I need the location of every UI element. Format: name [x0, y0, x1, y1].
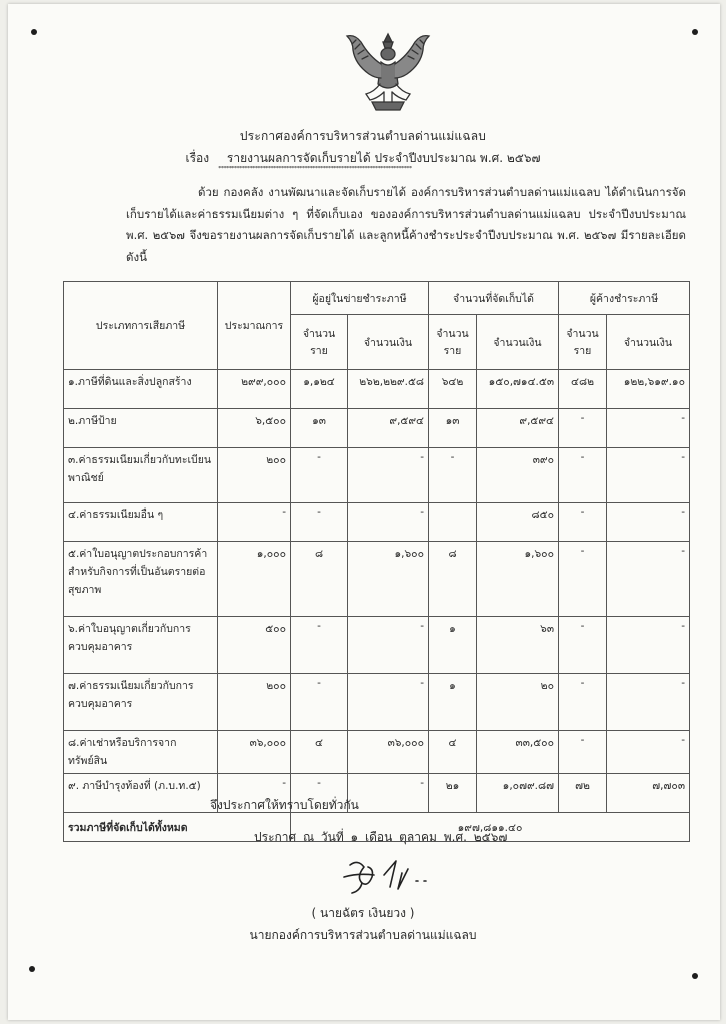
intro-text: ด้วย กองคลัง งานพัฒนาและจัดเก็บรายได้ องค์การบริหารส่วนตำบลด่านแม่แฉลบ ได้ดำเนินการจัดเก็บรายได้และค่าธรรมเนียมต่าง ๆ ที่จัดเก็บเอง ขององค์การบริหารส่วนตำบลด่านแม่แฉลบ ประจำปีงบประมาณ พ.ศ. ๒๕๖๗ จึงขอรายงานผลการจัดเก็บรายได้ และลูกหนี้ค้างชำระประจำปีงบประมาณ พ.ศ. ๒๕๖๗ มีรายละเอียดดังนี้	[126, 185, 686, 264]
taxpayer-count-cell: ๑,๑๒๔	[291, 370, 348, 409]
table-row	[64, 617, 690, 674]
punch-hole	[692, 973, 698, 979]
taxpayer-amount-cell: ๓๖,๐๐๐	[348, 731, 429, 774]
table-row	[64, 542, 690, 617]
estimate-cell: ๒๙๙,๐๐๐	[218, 370, 291, 409]
arrears-count-cell: -	[559, 409, 607, 448]
arrears-amount-cell: ๑๒๒,๖๑๙.๑๐	[607, 370, 690, 409]
estimate-cell: ๒๐๐	[218, 674, 291, 731]
revenue-type-cell: ๑.ภาษีที่ดินและสิ่งปลูกสร้าง	[64, 370, 218, 409]
taxpayer-count-cell: ๘	[291, 542, 348, 617]
subject-text: รายงานผลการจัดเก็บรายได้ ประจำปีงบประมาณ พ.ศ. ๒๕๖๗	[226, 151, 541, 165]
collected-count-cell: ๑	[429, 617, 477, 674]
taxpayer-amount-cell: -	[348, 503, 429, 542]
collected-count-cell	[429, 503, 477, 542]
arrears-amount-cell: -	[607, 503, 690, 542]
signer-name: ( นายฉัตร เงินยวง )	[311, 906, 415, 920]
taxpayer-amount-cell: -	[348, 774, 429, 813]
collected-amount-cell: ๓๙๐	[477, 448, 559, 503]
punch-hole	[692, 29, 698, 35]
revenue-type-cell: ๙. ภาษีบำรุงท้องที่ (ภ.บ.ท.๕)	[64, 774, 218, 813]
taxpayer-count-cell: -	[291, 674, 348, 731]
header-amount: จำนวนเงิน	[477, 315, 559, 370]
header-amount: จำนวนเงิน	[607, 315, 690, 370]
header-type: ประเภทการเสียภาษี	[64, 282, 218, 370]
collected-count-cell: ๑	[429, 674, 477, 731]
taxpayer-count-cell: -	[291, 503, 348, 542]
table-row	[64, 731, 690, 774]
collected-count-cell: ๒๑	[429, 774, 477, 813]
arrears-amount-cell: -	[607, 448, 690, 503]
arrears-count-cell: -	[559, 448, 607, 503]
taxpayer-amount-cell: -	[348, 617, 429, 674]
revenue-type-cell: ๓.ค่าธรรมเนียมเกี่ยวกับทะเบียนพาณิชย์	[64, 448, 218, 503]
collected-amount-cell: ๙,๕๙๔	[477, 409, 559, 448]
arrears-count-cell: -	[559, 731, 607, 774]
estimate-cell: -	[218, 774, 291, 813]
collected-amount-cell: ๑,๖๐๐	[477, 542, 559, 617]
header-taxpayers: ผู้อยู่ในข่ายชำระภาษี	[291, 282, 429, 315]
arrears-amount-cell: -	[607, 731, 690, 774]
handwritten-signature	[340, 855, 440, 897]
total-value: ๑๙๗,๘๑๑.๔๐	[291, 813, 690, 842]
closing-text: จึงประกาศให้ทราบโดยทั่วกัน	[210, 798, 359, 812]
collected-amount-cell: ๑๕๐,๗๑๔.๕๓	[477, 370, 559, 409]
table-row	[64, 503, 690, 542]
punch-hole	[29, 966, 35, 972]
table-row	[64, 674, 690, 731]
arrears-amount-cell: -	[607, 617, 690, 674]
collected-count-cell: -	[429, 448, 477, 503]
punch-hole	[31, 29, 37, 35]
revenue-type-cell: ๘.ค่าเช่าหรือบริการจากทรัพย์สิน	[64, 731, 218, 774]
arrears-amount-cell: ๗,๗๐๓	[607, 774, 690, 813]
taxpayer-count-cell: -	[291, 448, 348, 503]
revenue-type-cell: ๗.ค่าธรรมเนียมเกี่ยวกับการควบคุมอาคาร	[64, 674, 218, 731]
table-row	[64, 448, 690, 503]
subject-label: เรื่อง	[185, 151, 210, 165]
org-title: ประกาศองค์การบริหารส่วนตำบลด่านแม่แฉลบ	[239, 129, 487, 143]
collected-amount-cell: ๖๓	[477, 617, 559, 674]
taxpayer-amount-cell: ๑,๖๐๐	[348, 542, 429, 617]
taxpayer-amount-cell: -	[348, 448, 429, 503]
revenue-type-cell: ๕.ค่าใบอนุญาตประกอบการค้าสำหรับกิจการที่เป็นอันตรายต่อสุขภาพ	[64, 542, 218, 617]
separator-line: **************************************************************************	[218, 166, 412, 172]
header-arrears: ผู้ค้างชำระภาษี	[559, 282, 690, 315]
revenue-type-cell: ๔.ค่าธรรมเนียมอื่น ๆ	[64, 503, 218, 542]
table-row	[64, 409, 690, 448]
arrears-count-cell: ๔๘๒	[559, 370, 607, 409]
collected-amount-cell: ๒๐	[477, 674, 559, 731]
header-collected: จำนวนที่จัดเก็บได้	[429, 282, 559, 315]
estimate-cell: ๒๐๐	[218, 448, 291, 503]
estimate-cell: ๕๐๐	[218, 617, 291, 674]
revenue-type-cell: ๒.ภาษีป้าย	[64, 409, 218, 448]
header-count: จำนวนราย	[291, 315, 348, 370]
arrears-amount-cell: -	[607, 409, 690, 448]
signer-position: นายกองค์การบริหารส่วนตำบลด่านแม่แฉลบ	[249, 928, 477, 942]
header-count: จำนวนราย	[559, 315, 607, 370]
announcement-date: ประกาศ ณ วันที่ ๑ เดือน ตุลาคม พ.ศ. ๒๕๖๗	[254, 830, 508, 844]
arrears-amount-cell: -	[607, 542, 690, 617]
taxpayer-amount-cell: ๙,๕๙๔	[348, 409, 429, 448]
garuda-emblem-icon	[336, 28, 440, 114]
collected-count-cell: ๑๓	[429, 409, 477, 448]
intro-paragraph	[126, 182, 686, 268]
header-estimate: ประมาณการ	[218, 282, 291, 370]
taxpayer-amount-cell: ๒๖๒,๒๒๙.๕๘	[348, 370, 429, 409]
table-row	[64, 774, 690, 813]
estimate-cell: ๖,๕๐๐	[218, 409, 291, 448]
taxpayer-count-cell: ๔	[291, 731, 348, 774]
arrears-count-cell: -	[559, 503, 607, 542]
taxpayer-amount-cell: -	[348, 674, 429, 731]
header-count: จำนวนราย	[429, 315, 477, 370]
arrears-count-cell: -	[559, 542, 607, 617]
arrears-count-cell: -	[559, 674, 607, 731]
estimate-cell: ๑,๐๐๐	[218, 542, 291, 617]
collected-amount-cell: ๑,๐๗๙.๘๗	[477, 774, 559, 813]
estimate-cell: ๓๖,๐๐๐	[218, 731, 291, 774]
arrears-count-cell: ๗๒	[559, 774, 607, 813]
collected-count-cell: ๘	[429, 542, 477, 617]
revenue-table	[63, 281, 690, 842]
table-row	[64, 370, 690, 409]
arrears-amount-cell: -	[607, 674, 690, 731]
arrears-count-cell: -	[559, 617, 607, 674]
revenue-type-cell: ๖.ค่าใบอนุญาตเกี่ยวกับการควบคุมอาคาร	[64, 617, 218, 674]
taxpayer-count-cell: ๑๓	[291, 409, 348, 448]
total-label: รวมภาษีที่จัดเก็บได้ทั้งหมด	[64, 813, 291, 842]
collected-amount-cell: ๘๕๐	[477, 503, 559, 542]
taxpayer-count-cell: -	[291, 617, 348, 674]
estimate-cell: -	[218, 503, 291, 542]
taxpayer-count-cell: -	[291, 774, 348, 813]
collected-count-cell: ๖๔๒	[429, 370, 477, 409]
collected-count-cell: ๔	[429, 731, 477, 774]
collected-amount-cell: ๓๓,๕๐๐	[477, 731, 559, 774]
header-amount: จำนวนเงิน	[348, 315, 429, 370]
